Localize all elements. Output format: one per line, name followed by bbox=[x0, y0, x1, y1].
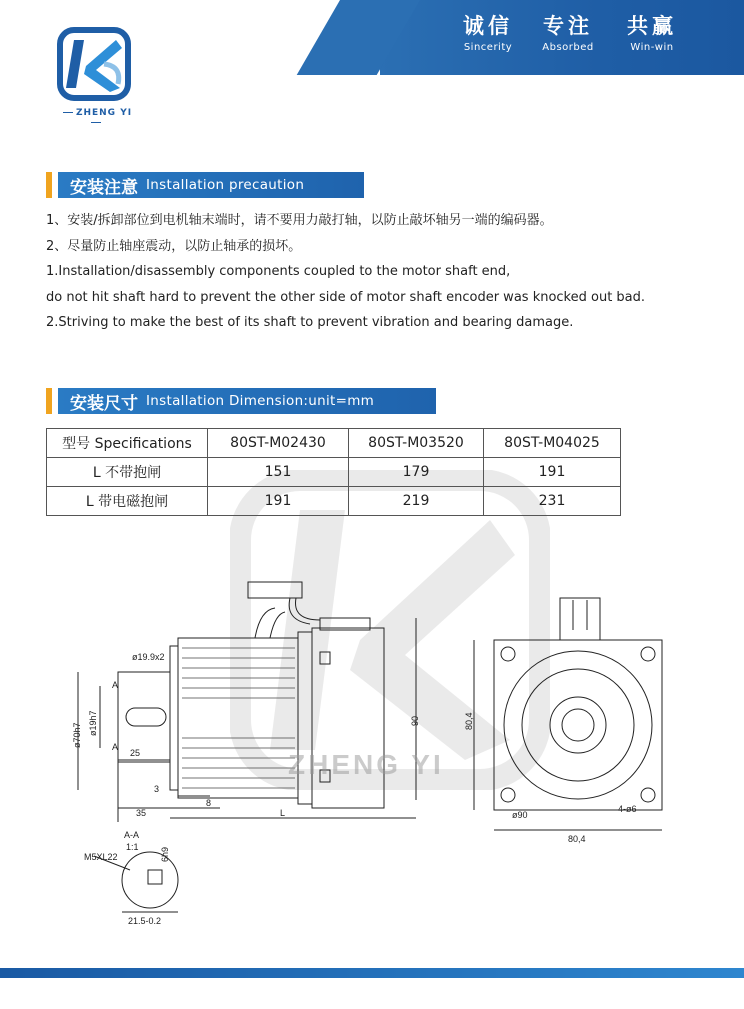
drawing-label: 80,4 bbox=[464, 712, 474, 730]
dimension-table bbox=[46, 428, 621, 516]
precaution-line: 1、安装/拆卸部位到电机轴末端时，请不要用力敲打轴，以防止敲坏轴另一端的编码器。 bbox=[46, 213, 553, 228]
drawing-label: 8 bbox=[206, 798, 212, 808]
drawing-label: M5XL22 bbox=[84, 852, 118, 862]
drawing-label: 80,4 bbox=[568, 834, 586, 844]
drawing-label: 21.5-0.2 bbox=[128, 916, 162, 926]
section-title-dimension bbox=[46, 388, 436, 414]
motor-dimension-drawing bbox=[70, 560, 670, 930]
table-cell: 191 bbox=[208, 487, 349, 516]
title-bar bbox=[58, 388, 436, 414]
drawing-label: A bbox=[112, 680, 119, 690]
table-cell: 179 bbox=[349, 458, 484, 487]
table-cell: 231 bbox=[484, 487, 621, 516]
slogan-cn: 专注 bbox=[543, 14, 593, 38]
slogan-en: Absorbed bbox=[542, 42, 594, 53]
title-en: Installation precaution bbox=[146, 177, 305, 193]
page-header bbox=[0, 0, 744, 150]
table-row bbox=[47, 487, 621, 516]
table-cell: 151 bbox=[208, 458, 349, 487]
drawing-label: ø19.9x2 bbox=[132, 652, 165, 662]
table-row bbox=[47, 458, 621, 487]
drawing-label: A-A bbox=[124, 830, 140, 840]
brand-name: ZHENG YI bbox=[55, 108, 137, 128]
drawing-label: 6h9 bbox=[160, 846, 170, 862]
slogan-en: Win-win bbox=[630, 42, 674, 53]
table-header-cell: 型号 Specifications bbox=[47, 429, 208, 458]
slogan-cn: 共赢 bbox=[627, 14, 677, 38]
slogan-win-win bbox=[614, 10, 690, 53]
title-accent-mark bbox=[46, 172, 52, 198]
table-cell: L 带电磁抱闸 bbox=[47, 487, 208, 516]
precaution-line: 1.Installation/disassembly components coupled to the motor shaft end, bbox=[46, 264, 511, 279]
title-accent-mark bbox=[46, 388, 52, 414]
section-title-precaution bbox=[46, 172, 364, 198]
table-cell: 219 bbox=[349, 487, 484, 516]
slogan-sincerity bbox=[450, 10, 526, 53]
title-cn: 安装尺寸 bbox=[70, 393, 138, 414]
drawing-label: A bbox=[112, 742, 119, 752]
drawing-label: L bbox=[280, 808, 286, 818]
header-band bbox=[380, 0, 744, 75]
table-header-cell: 80ST-M03520 bbox=[349, 429, 484, 458]
slogan-absorbed bbox=[530, 10, 606, 53]
slogan-cn: 诚信 bbox=[463, 14, 513, 38]
table-cell: 191 bbox=[484, 458, 621, 487]
title-bar bbox=[58, 172, 364, 198]
drawing-label: ø90 bbox=[512, 810, 528, 820]
table-header-cell: 80ST-M02430 bbox=[208, 429, 349, 458]
title-en: Installation Dimension:unit=mm bbox=[146, 393, 375, 409]
drawing-watermark-text: ZHENG YI bbox=[288, 749, 444, 780]
slogan-en: Sincerity bbox=[463, 42, 513, 53]
table-header-cell: 80ST-M04025 bbox=[484, 429, 621, 458]
table-cell: L 不带抱闸 bbox=[47, 458, 208, 487]
table-header-row bbox=[47, 429, 621, 458]
drawing-label: ø70h7 bbox=[72, 722, 82, 748]
precaution-text bbox=[46, 208, 726, 336]
drawing-label: 35 bbox=[136, 808, 147, 818]
footer-band bbox=[0, 968, 744, 978]
drawing-label: 3 bbox=[154, 784, 160, 794]
title-cn: 安装注意 bbox=[70, 177, 138, 198]
drawing-label: 4-ø6 bbox=[618, 804, 637, 814]
precaution-line: 2.Striving to make the best of its shaft to prevent vibration and bearing damage. bbox=[46, 315, 574, 330]
precaution-line: do not hit shaft hard to prevent the other side of motor shaft encoder was knocked out bad. bbox=[46, 289, 646, 305]
drawing-label: 1:1 bbox=[126, 842, 139, 852]
precaution-line: 2、尽量防止轴座震动，以防止轴承的损坏。 bbox=[46, 238, 302, 254]
company-logo-icon bbox=[56, 26, 132, 102]
drawing-label: 90 bbox=[410, 715, 420, 726]
drawing-label: ø19h7 bbox=[88, 710, 98, 736]
drawing-label: 25 bbox=[130, 748, 141, 758]
